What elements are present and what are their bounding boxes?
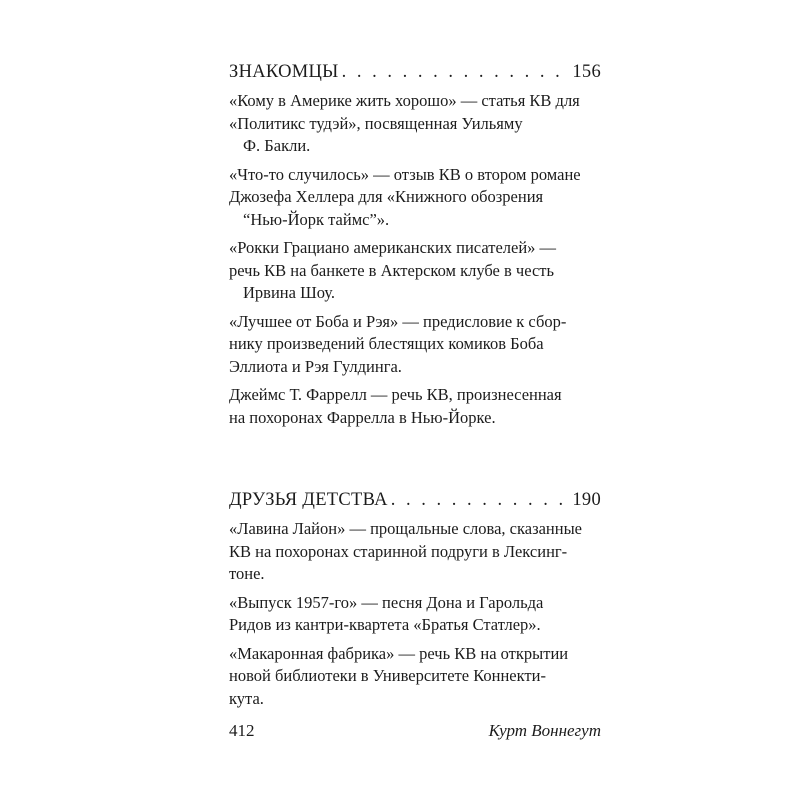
section-page-number: 156 — [572, 62, 601, 82]
toc-entry — [229, 518, 601, 586]
toc-heading — [229, 58, 601, 86]
entry-line: новой библиотеки в Университете Коннекти- — [229, 666, 546, 685]
section-childhood-friends — [229, 486, 601, 716]
entry-line: КВ на похоронах старинной подруги в Лексинг- — [229, 541, 568, 561]
section-title: ЗНАКОМЦЫ — [229, 62, 339, 82]
footer-page-number: 412 — [229, 721, 255, 740]
section-page-number: 190 — [572, 490, 601, 510]
toc-entry — [229, 592, 601, 637]
entry-line: «Рокки Грациано американских писателей» — — [229, 238, 557, 257]
toc-heading — [229, 486, 601, 514]
entry-line: «Кому в Америке жить хорошо» — статья КВ для — [229, 91, 580, 110]
entry-line: «Лавина Лайон» — прощальные слова, сказанные — [229, 519, 582, 538]
entry-line: на похоронах Фаррелла в Нью-Йорке. — [229, 407, 496, 427]
entry-line: Джозефа Хеллера для «Книжного обозрения — [229, 187, 544, 206]
entry-line: Джеймс Т. Фаррелл — речь КВ, произнесенная — [229, 385, 562, 404]
entry-line: Эллиота и Рэя Гулдинга. — [229, 356, 402, 376]
toc-entry — [229, 237, 601, 305]
entry-line: “Нью-Йорк таймс”». — [243, 209, 390, 229]
section-title: ДРУЗЬЯ ДЕТСТВА — [229, 490, 388, 510]
toc-entry — [229, 164, 601, 232]
toc-entry — [229, 384, 601, 429]
entry-line: Ф. Бакли. — [243, 136, 311, 155]
entry-line: «Выпуск 1957-го» — песня Дона и Гарольда — [229, 592, 544, 612]
entry-line: речь КВ на банкете в Актерском клубе в честь — [229, 260, 554, 280]
dot-leader — [342, 58, 570, 86]
entry-line: нику произведений блестящих комиков Боба — [229, 334, 544, 353]
page-footer — [229, 721, 601, 747]
entry-line: «Что-то случилось» — отзыв КВ о втором романе — [229, 164, 581, 184]
entry-line: «Политикс тудэй», посвященная Уильяму — [229, 113, 523, 133]
entry-line: «Лучшее от Боба и Рэя» — предисловие к сбор- — [229, 311, 567, 331]
entry-line: «Макаронная фабрика» — речь КВ на открытии — [229, 643, 569, 663]
section-acquaintances — [229, 58, 601, 435]
entry-line: Ирвина Шоу. — [243, 283, 336, 302]
entry-line: тоне. — [229, 564, 265, 583]
toc-entry — [229, 643, 601, 711]
toc-entry — [229, 90, 601, 158]
toc-entry — [229, 311, 601, 379]
entry-line: Ридов из кантри-квартета «Братья Статлер». — [229, 615, 541, 634]
entry-line: кута. — [229, 688, 264, 708]
running-author: Курт Воннегут — [488, 721, 601, 740]
dot-leader — [391, 486, 570, 514]
